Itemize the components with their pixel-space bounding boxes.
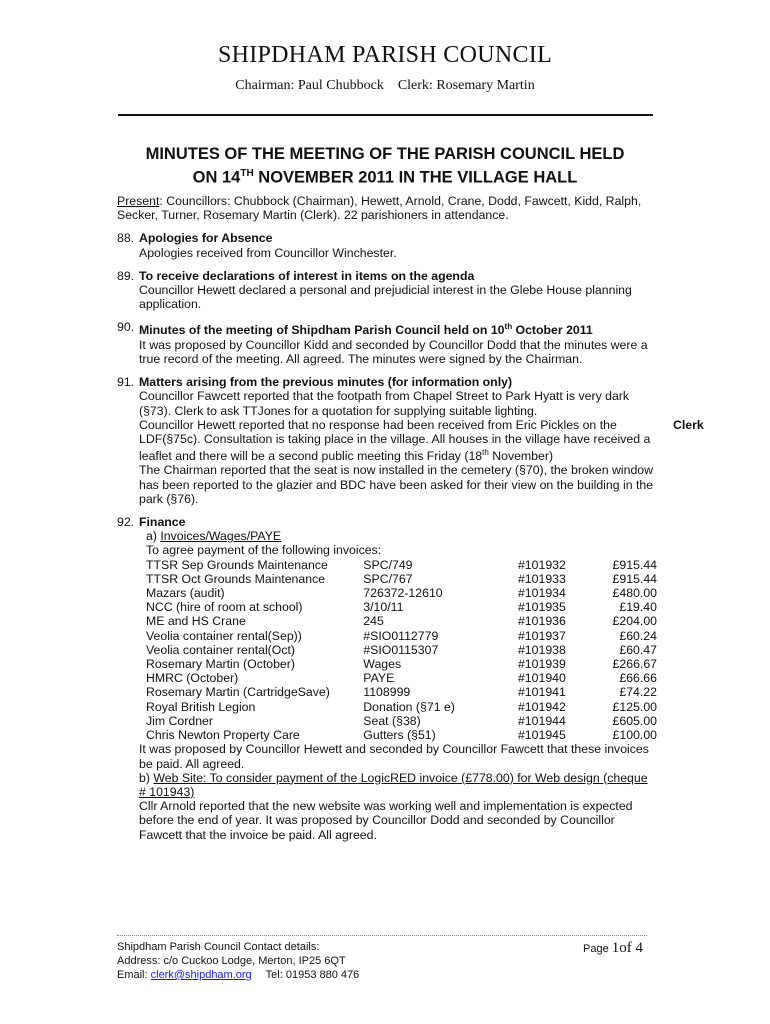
item-number: 89.: [117, 268, 135, 283]
table-row: NCC (hire of room at school) 3/10/11 #101935 £19.40: [146, 600, 657, 615]
footer-contact-label: Shipdham Parish Council Contact details:: [117, 941, 320, 953]
minute-item-90: [117, 320, 657, 366]
page-number: Page 1of 4: [583, 940, 643, 956]
table-row: Veolia container rental(Sep)) #SIO0112779 #101937 £60.24: [146, 628, 657, 643]
table-row: Rosemary Martin (October) Wages #101939 £266.67: [146, 657, 657, 672]
table-row: ME and HS Crane 245 #101936 £204.00: [146, 614, 657, 629]
table-row: TTSR Oct Grounds Maintenance SPC/767 #101933 £915.44: [146, 571, 657, 586]
minutes-title: [110, 144, 660, 188]
minute-item-88: [117, 231, 657, 259]
minute-item-91: [117, 375, 657, 506]
present-paragraph: [117, 194, 657, 222]
invoices-subheading: a) Invoices/Wages/PAYE: [146, 529, 282, 544]
item-heading: To receive declarations of interest in items on the agenda: [139, 268, 475, 283]
minute-item-89: [117, 269, 657, 312]
chairman-name: Chairman: Paul Chubbock: [235, 78, 384, 93]
item-number: 90.: [117, 320, 135, 335]
clerk-name: Clerk: Rosemary Martin: [397, 78, 535, 93]
header-divider: [118, 114, 653, 116]
present-label: Present: [117, 194, 160, 208]
footer-address: Address: c/o Cuckoo Lodge, Merton, IP25 6QT: [117, 955, 346, 967]
title-line-1: MINUTES OF THE MEETING OF THE PARISH COUNCIL HELD: [145, 145, 625, 163]
website-subheading: b) Web Site: To consider payment of the LogicRED invoice (£778.00) for Web design (cheque # 101943): [139, 770, 648, 799]
table-row: Mazars (audit) 726372-12610 #101934 £480.00: [146, 586, 657, 601]
footer-contact: [117, 940, 359, 982]
invoices-intro: To agree payment of the following invoices:: [146, 543, 382, 558]
item-heading: Minutes of the meeting of Shipdham Parish Council held on 10th October 2011: [139, 322, 593, 338]
council-name: SHIPDHAM PARISH COUNCIL: [217, 42, 553, 68]
footer-divider: [117, 935, 647, 936]
item-text-ldf: Councillor Hewett reported that no response had been received from Eric Pickles on the LDF(§75c). Consultation is taking place in the village. All houses in the village have received a leaflet and there will be a second public meeting this Friday (18th November): [139, 417, 651, 464]
footer-email-line: Email: clerk@shipdham.org Tel: 01953 880 476: [117, 969, 360, 981]
table-row: Royal British Legion Donation (§71 e) #101942 £125.00: [146, 699, 657, 714]
item-number: 88.: [117, 231, 135, 246]
item-text: Councillor Hewett declared a personal and prejudicial interest in the Glebe House planning application.: [139, 283, 632, 312]
invoice-table: [146, 558, 657, 743]
table-row: Rosemary Martin (CartridgeSave) 1108999 #101941 £74.22: [146, 685, 657, 700]
present-text: : Councillors: Chubbock (Chairman), Hewett, Arnold, Crane, Dodd, Fawcett, Kidd, Ralph, Secker, Turner, Rosemary Martin (Clerk). 22 parishioners in attendance.: [117, 194, 642, 223]
table-row: TTSR Sep Grounds Maintenance SPC/749 #101932 £915.44: [146, 557, 657, 572]
action-clerk: Clerk: [673, 418, 704, 432]
item-number: 91.: [117, 375, 135, 390]
item-heading: Matters arising from the previous minutes (for information only): [139, 375, 513, 390]
item-heading: Finance: [139, 515, 186, 530]
footer-tel: Tel: 01953 880 476: [265, 969, 360, 981]
item-text: Apologies received from Councillor Winchester.: [139, 245, 397, 260]
officers-line: [0, 78, 770, 94]
invoices-agreed: It was proposed by Councillor Hewett and seconded by Councillor Fawcett that these invoices be paid. All agreed.: [139, 742, 649, 771]
item-text-footpath: Councillor Fawcett reported that the footpath from Chapel Street to Park Hyatt is very dark (§73). Clerk to ask TTJones for a quotation for supplying suitable lighting.: [139, 389, 630, 418]
minute-item-92: [117, 515, 657, 842]
table-row: Veolia container rental(Oct) #SIO0115307 #101938 £60.47: [146, 642, 657, 657]
table-row: Jim Cordner Seat (§38) #101944 £605.00: [146, 713, 657, 728]
title-line-2: ON 14TH NOVEMBER 2011 IN THE VILLAGE HALL: [192, 168, 578, 187]
table-row: HMRC (October) PAYE #101940 £66.66: [146, 671, 657, 686]
item-heading: Apologies for Absence: [139, 231, 273, 246]
minutes-body: [117, 194, 657, 842]
item-text-seat: The Chairman reported that the seat is now installed in the cemetery (§70), the broken window has been reported to the glazier and BDC have been asked for their view on the building in the park (§76).: [139, 463, 654, 506]
email-link[interactable]: clerk@shipdham.org: [150, 969, 252, 981]
item-number: 92.: [117, 515, 135, 530]
item-text: It was proposed by Councillor Kidd and seconded by Councillor Dodd that the minutes were a true record of the meeting. All agreed. The minutes were signed by the Chairman.: [139, 337, 648, 366]
table-row: Chris Newton Property Care Gutters (§51) #101945 £100.00: [146, 728, 657, 743]
website-text: Cllr Arnold reported that the new website was working well and implementation is expected before the end of year. It was proposed by Councillor Dodd and seconded by Councillor Fawcett that the invoice be paid. All agreed.: [139, 799, 633, 842]
